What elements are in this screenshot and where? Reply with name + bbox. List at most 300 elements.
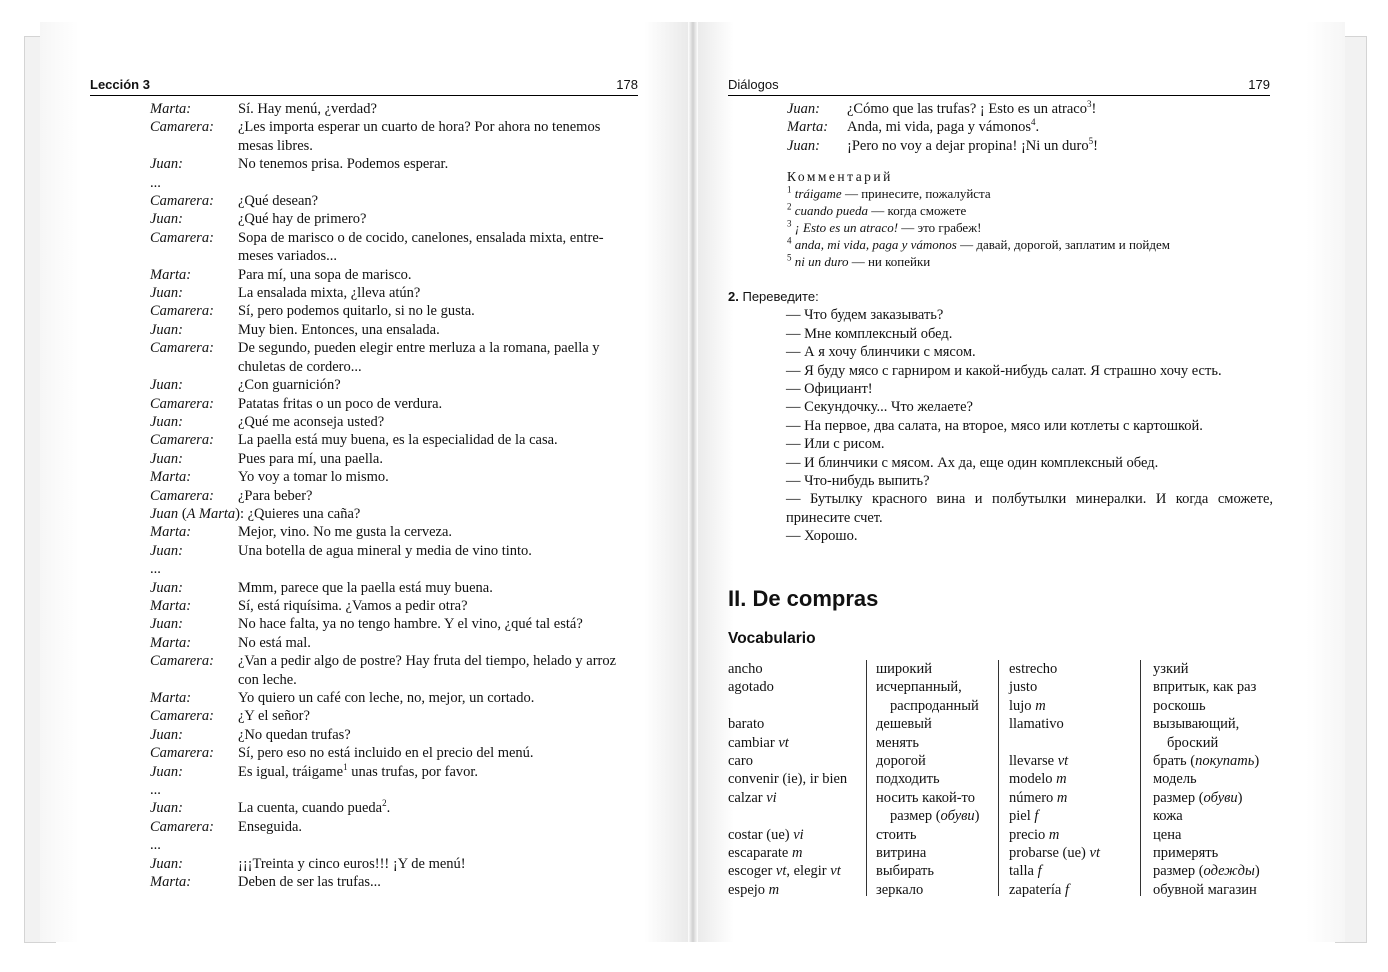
translation-close: ) bbox=[1254, 863, 1260, 880]
line-text bbox=[238, 542, 640, 560]
section-title: II. De compras bbox=[728, 586, 879, 611]
line-text-content: La cuenta, cuando pueda bbox=[238, 800, 383, 817]
vocab-entry bbox=[728, 697, 863, 715]
comment-gloss: — давай, дорогой, заплатим и пойдем bbox=[956, 237, 1170, 252]
line-text bbox=[238, 302, 640, 320]
vocab-grammar-tag: vt bbox=[778, 734, 789, 751]
line-text bbox=[238, 744, 640, 762]
dialogue-line bbox=[150, 763, 640, 781]
dialogue-line bbox=[150, 192, 640, 210]
translation-text: витрина bbox=[876, 845, 927, 862]
task-line: — И блинчики с мясом. Ах да, еще один комплексный обед. bbox=[786, 454, 1159, 471]
dialogue-line bbox=[150, 284, 640, 302]
dialogue-line bbox=[787, 100, 1277, 118]
vocab-entry bbox=[1009, 678, 1134, 696]
translation-text: примерять bbox=[1153, 845, 1219, 862]
dialogue-line bbox=[787, 118, 1277, 136]
vocab-word: escoger bbox=[728, 863, 773, 880]
comment-term: tráigame bbox=[794, 186, 842, 201]
vocab-word: zapatería bbox=[1009, 881, 1062, 898]
speaker: Marta: bbox=[150, 874, 192, 891]
dialogue-line bbox=[150, 634, 640, 652]
vocab-entry bbox=[728, 715, 863, 733]
line-text-content: Anda, mi vida, paga y vámonos bbox=[847, 119, 1032, 136]
translation-text: цена bbox=[1153, 826, 1182, 843]
line-text-content: No tenemos prisa. Podemos esperar. bbox=[238, 156, 449, 173]
vocab-word: lujo bbox=[1009, 697, 1032, 714]
line-text-content: ¡Pero no voy a dejar propina! ¡Ni un duro bbox=[847, 137, 1089, 154]
speaker: Juan: bbox=[787, 137, 821, 154]
task-line: — Что будем заказывать? bbox=[786, 307, 944, 324]
vocab-entry bbox=[728, 789, 863, 807]
speaker: Juan: bbox=[150, 800, 184, 817]
vocab-translation bbox=[1153, 697, 1278, 715]
dialogue-line bbox=[150, 523, 640, 541]
vocab-grammar-tag: f bbox=[1034, 808, 1039, 825]
vocab-grammar-tag: m bbox=[1035, 697, 1046, 714]
vocab-translation bbox=[1153, 807, 1278, 825]
footnote-ref: 3 bbox=[1086, 99, 1092, 110]
line-text-content: Sí, pero eso no está incluido en el precio del menú. bbox=[238, 745, 534, 762]
line-text bbox=[238, 431, 640, 449]
dialogue-line bbox=[150, 505, 640, 523]
line-text bbox=[238, 468, 640, 486]
vocab-entry bbox=[1009, 844, 1134, 862]
vocab-translation bbox=[876, 660, 991, 678]
dialogue-line bbox=[150, 726, 640, 744]
speaker: Juan: bbox=[150, 321, 184, 338]
line-text-content: Enseguida. bbox=[238, 818, 303, 835]
dialogue-line bbox=[150, 836, 640, 854]
line-text bbox=[847, 118, 1277, 136]
comment-term: anda, mi vida, paga y vámonos bbox=[794, 237, 957, 252]
translation-close: ) bbox=[1237, 789, 1243, 806]
dialogue-line bbox=[150, 358, 640, 376]
vocab-entry bbox=[1009, 807, 1134, 825]
speaker: Marta: bbox=[150, 101, 192, 117]
line-text bbox=[847, 100, 1277, 118]
task-line: принесите счет. bbox=[786, 509, 883, 526]
vocab-word: número bbox=[1009, 789, 1054, 806]
book-gutter bbox=[688, 22, 698, 942]
vocab-grammar-tag: m bbox=[792, 845, 803, 862]
vocab-translation bbox=[1153, 660, 1278, 678]
line-text-rest: ! bbox=[1093, 137, 1098, 154]
line-text-content: chuletas de cordero... bbox=[238, 358, 362, 375]
vocab-column-spanish-1 bbox=[728, 660, 863, 899]
speaker: ... bbox=[150, 561, 161, 578]
vocabulary-table bbox=[728, 660, 1276, 900]
line-text bbox=[238, 413, 640, 431]
vocab-translation bbox=[876, 770, 991, 788]
line-text bbox=[238, 634, 640, 652]
translation-note: одежды bbox=[1203, 863, 1255, 880]
line-text bbox=[238, 597, 640, 615]
vocab-grammar-tag: f bbox=[1037, 863, 1042, 880]
comment-term: cuando pueda bbox=[794, 203, 869, 218]
line-text-content: No hace falta, ya no tengo hambre. Y el vino, ¿qué tal está? bbox=[238, 616, 583, 633]
footnote-ref: 5 bbox=[1088, 135, 1094, 146]
comment-number: 4 bbox=[787, 235, 792, 246]
line-text-content: ¿Qué me aconseja usted? bbox=[238, 413, 385, 430]
task-line: — Секундочку... Что желаете? bbox=[786, 399, 973, 416]
vocab-word: llamativo bbox=[1009, 716, 1064, 733]
speaker: Camarera: bbox=[150, 487, 214, 504]
translation-text: менять bbox=[876, 734, 919, 751]
vocab-word: ancho bbox=[728, 661, 763, 677]
speaker: Camarera: bbox=[150, 708, 214, 725]
speaker: Camarera: bbox=[150, 119, 214, 136]
line-text-content: Sí, está riquísima. ¿Vamos a pedir otra? bbox=[238, 597, 468, 614]
speaker: Camarera: bbox=[150, 395, 214, 412]
speaker: Juan bbox=[150, 505, 179, 522]
addressee-open: ( bbox=[178, 505, 187, 522]
line-text-content: La paella está muy buena, es la especialidad de la casa. bbox=[238, 432, 558, 449]
vocab-entry bbox=[1009, 734, 1134, 752]
addressee: A Marta bbox=[186, 505, 236, 522]
line-text bbox=[238, 137, 640, 155]
speaker bbox=[150, 247, 238, 265]
vocab-entry bbox=[1009, 697, 1134, 715]
vocab-grammar-tag: vi bbox=[793, 826, 804, 843]
dialogue-line bbox=[150, 395, 640, 413]
dialogue-line bbox=[150, 376, 640, 394]
translation-text: дорогой bbox=[876, 753, 926, 770]
comment-gloss: — это грабеж! bbox=[898, 220, 982, 235]
line-text bbox=[238, 395, 640, 413]
comment-number: 2 bbox=[787, 201, 792, 212]
left-page-number: 178 bbox=[616, 77, 638, 92]
vocab-translation bbox=[876, 715, 991, 733]
vocab-word: precio bbox=[1009, 826, 1046, 843]
translation-text: размер ( bbox=[890, 808, 941, 825]
line-text bbox=[238, 781, 640, 799]
line-text bbox=[238, 174, 640, 192]
translation-text: дешевый bbox=[876, 716, 932, 733]
vocab-grammar-tag: vt bbox=[1089, 845, 1100, 862]
left-chapter-label: Lección 3 bbox=[90, 77, 150, 92]
speaker: Juan: bbox=[150, 377, 184, 394]
dialogue-line bbox=[150, 781, 640, 799]
line-text-content: con leche. bbox=[238, 671, 297, 688]
line-text-rest: . bbox=[1035, 119, 1040, 136]
vocab-entry bbox=[1009, 715, 1134, 733]
translation-text: широкий bbox=[876, 661, 932, 677]
speaker: Juan: bbox=[787, 101, 821, 117]
line-text: ¿Quieres una caña? bbox=[247, 505, 361, 522]
dialogue-line bbox=[150, 689, 640, 707]
dialogue-line bbox=[150, 431, 640, 449]
speaker: Juan: bbox=[150, 285, 184, 302]
line-text bbox=[238, 155, 640, 173]
task-line: — Бутылку красного вина и полбутылки минералки. И когда сможете, bbox=[786, 491, 1273, 508]
line-text bbox=[238, 229, 640, 247]
vocab-entry bbox=[728, 862, 863, 880]
dialogue-line bbox=[787, 137, 1277, 155]
vocab-column-spanish-2 bbox=[1009, 660, 1134, 899]
dialogue-line bbox=[150, 615, 640, 633]
left-dialogue bbox=[150, 100, 640, 891]
translation-note: обуви bbox=[1203, 789, 1238, 806]
line-text bbox=[238, 118, 640, 136]
speaker bbox=[150, 358, 238, 376]
line-text bbox=[238, 671, 640, 689]
vocab-column-russian-2 bbox=[1153, 660, 1278, 899]
vocab-grammar-tag: vi bbox=[766, 789, 777, 806]
line-text-content: ¿Con guarnición? bbox=[238, 377, 341, 394]
vocab-word: escaparate bbox=[728, 845, 789, 862]
vocab-word: estrecho bbox=[1009, 661, 1058, 677]
dialogue-line bbox=[150, 579, 640, 597]
line-text-content: Sí. Hay menú, ¿verdad? bbox=[238, 101, 377, 117]
vocab-entry bbox=[1009, 660, 1134, 678]
translation-text: модель bbox=[1153, 771, 1197, 788]
comments-list bbox=[787, 185, 1277, 270]
task-line: — Официант! bbox=[786, 381, 873, 398]
translation-text: кожа bbox=[1153, 808, 1183, 825]
line-text-content: Patatas fritas o un poco de verdura. bbox=[238, 395, 443, 412]
vocab-word: modelo bbox=[1009, 771, 1053, 788]
dialogue-line bbox=[150, 855, 640, 873]
left-running-head bbox=[90, 77, 638, 96]
vocab-divider-2 bbox=[998, 660, 999, 896]
speaker: Juan: bbox=[150, 763, 184, 780]
vocab-word: probarse (ue) bbox=[1009, 845, 1086, 862]
line-text-content: meses variados... bbox=[238, 248, 338, 265]
line-text-rest: . bbox=[386, 800, 391, 817]
translation-text: размер ( bbox=[1153, 863, 1204, 880]
comment-note bbox=[787, 185, 1277, 202]
vocab-word: caro bbox=[728, 753, 753, 770]
vocab-entry bbox=[1009, 826, 1134, 844]
vocab-word: cambiar bbox=[728, 734, 775, 751]
task-line: — На первое, два салата, на второе, мясо или котлеты с картошкой. bbox=[786, 417, 1203, 434]
line-text-content: De segundo, pueden elegir entre merluza a la romana, paella y bbox=[238, 340, 600, 357]
vocab-entry bbox=[1009, 752, 1134, 770]
vocab-entry bbox=[728, 826, 863, 844]
vocab-translation bbox=[876, 844, 991, 862]
translation-text: подходить bbox=[876, 771, 940, 788]
task-line: — Что-нибудь выпить? bbox=[786, 473, 930, 490]
line-text-content: ¿Qué hay de primero? bbox=[238, 211, 367, 228]
dialogue-line bbox=[150, 487, 640, 505]
dialogue-line bbox=[150, 229, 640, 247]
line-text bbox=[238, 652, 640, 670]
line-text-content: Mejor, vino. No me gusta la cerveza. bbox=[238, 524, 453, 541]
speaker: Marta: bbox=[150, 266, 192, 283]
line-text bbox=[238, 100, 640, 118]
translation-text: броский bbox=[1167, 734, 1219, 751]
task-line: — Или с рисом. bbox=[786, 436, 885, 453]
line-text bbox=[238, 284, 640, 302]
line-text bbox=[847, 137, 1277, 155]
vocab-translation bbox=[876, 678, 991, 696]
speaker bbox=[150, 671, 238, 689]
speaker: Marta: bbox=[150, 469, 192, 486]
comment-term: ni un duro bbox=[794, 254, 849, 269]
vocab-word: talla bbox=[1009, 863, 1034, 880]
dialogue-line bbox=[150, 818, 640, 836]
task-line: — Я буду мясо с гарниром и какой-нибудь салат. Я страшно хочу есть. bbox=[786, 362, 1222, 379]
comment-gloss: — ни копейки bbox=[848, 254, 931, 269]
vocab-translation bbox=[876, 789, 991, 807]
line-text-content: ¿Para beber? bbox=[238, 487, 313, 504]
task-line: — Мне комплексный обед. bbox=[786, 325, 953, 342]
dialogue-line bbox=[150, 542, 640, 560]
vocab-translation bbox=[1153, 881, 1278, 899]
line-text bbox=[238, 707, 640, 725]
speaker: Camarera: bbox=[150, 303, 214, 320]
line-text-content: ¿Les importa esperar un cuarto de hora? Por ahora no tenemos bbox=[238, 119, 601, 136]
speaker: Marta: bbox=[150, 524, 192, 541]
vocab-word: piel bbox=[1009, 808, 1031, 825]
speaker: Camarera: bbox=[150, 818, 214, 835]
line-text bbox=[238, 358, 640, 376]
dialogue-line bbox=[150, 671, 640, 689]
line-text-content: ¿Van a pedir algo de postre? Hay fruta del tiempo, helado y arroz bbox=[238, 653, 617, 670]
line-text bbox=[238, 560, 640, 578]
subsection-title: Vocabulario bbox=[728, 630, 816, 647]
line-text bbox=[238, 266, 640, 284]
vocab-grammar-tag: m bbox=[1056, 771, 1067, 788]
vocab-entry bbox=[728, 752, 863, 770]
comment-note bbox=[787, 253, 1277, 270]
vocab-translation bbox=[1153, 826, 1278, 844]
dialogue-line bbox=[150, 339, 640, 357]
comment-note bbox=[787, 202, 1277, 219]
dialogue-line bbox=[150, 652, 640, 670]
dialogue-line bbox=[150, 450, 640, 468]
vocab-word: llevarse bbox=[1009, 753, 1055, 770]
speaker: ... bbox=[150, 782, 161, 799]
dialogue-line bbox=[150, 321, 640, 339]
line-text-content: ¿Cómo que las trufas? ¡ Esto es un atraco bbox=[847, 101, 1087, 117]
vocab-entry bbox=[728, 660, 863, 678]
comment-gloss: — когда сможете bbox=[868, 203, 967, 218]
line-text bbox=[238, 210, 640, 228]
dialogue-line bbox=[150, 744, 640, 762]
right-dialogue bbox=[787, 100, 1277, 155]
line-text-content: Pues para mí, una paella. bbox=[238, 450, 383, 467]
translation-text: исчерпанный, bbox=[876, 679, 962, 696]
vocab-entry bbox=[728, 881, 863, 899]
speaker: ... bbox=[150, 174, 161, 191]
right-chapter-label: Diálogos bbox=[728, 77, 779, 92]
line-text-content: ¿Qué desean? bbox=[238, 193, 319, 210]
vocab-entry bbox=[1009, 862, 1134, 880]
comment-term: ¡ Esto es un atraco! bbox=[794, 220, 899, 235]
line-text bbox=[238, 321, 640, 339]
vocab-translation bbox=[1153, 734, 1278, 752]
translation-text: размер ( bbox=[1153, 789, 1204, 806]
dialogue-line bbox=[150, 266, 640, 284]
footnote-ref: 2 bbox=[382, 798, 387, 809]
dialogue-line-with-addressee bbox=[150, 505, 360, 523]
speaker: Camarera: bbox=[150, 653, 214, 670]
vocab-translation bbox=[1153, 862, 1278, 880]
line-text-content: mesas libres. bbox=[238, 137, 313, 154]
vocab-entry bbox=[728, 770, 863, 788]
translation-close: ) bbox=[1254, 753, 1260, 770]
line-text-rest: unas trufas, por favor. bbox=[347, 763, 479, 780]
speaker: Camarera: bbox=[150, 745, 214, 762]
translation-text: брать ( bbox=[1153, 753, 1196, 770]
translation-text: узкий bbox=[1153, 661, 1189, 677]
line-text bbox=[238, 339, 640, 357]
line-text bbox=[238, 799, 640, 817]
vocab-translation bbox=[1153, 770, 1278, 788]
line-text-content: ¿Y el señor? bbox=[238, 708, 310, 725]
translation-text: впритык, как раз bbox=[1153, 679, 1257, 696]
task-label: Переведите: bbox=[742, 289, 819, 304]
line-text-content: Mmm, parece que la paella está muy buena. bbox=[238, 579, 493, 596]
footnote-ref: 4 bbox=[1031, 117, 1036, 128]
line-text-content: Es igual, tráigame bbox=[238, 763, 344, 780]
comment-note bbox=[787, 219, 1277, 236]
line-text-content: Para mí, una sopa de marisco. bbox=[238, 266, 412, 283]
vocab-entry bbox=[728, 807, 863, 825]
vocab-translation bbox=[1153, 678, 1278, 696]
speaker: Marta: bbox=[150, 634, 192, 651]
vocab-column-russian-1 bbox=[876, 660, 991, 899]
dialogue-line bbox=[150, 799, 640, 817]
vocab-entry bbox=[1009, 770, 1134, 788]
speaker: ... bbox=[150, 837, 161, 854]
dialogue-line bbox=[150, 413, 640, 431]
task-number: 2. bbox=[728, 289, 739, 304]
translation-text: носить какой-то bbox=[876, 789, 975, 806]
vocab-grammar-tag: vt bbox=[775, 863, 787, 880]
line-text bbox=[238, 523, 640, 541]
speaker: Juan: bbox=[150, 726, 184, 743]
speaker: Juan: bbox=[150, 855, 184, 872]
vocab-translation bbox=[876, 807, 991, 825]
speaker: Camarera: bbox=[150, 229, 214, 246]
translation-text: выбирать bbox=[876, 863, 934, 880]
dialogue-line bbox=[150, 468, 640, 486]
dialogue-line bbox=[150, 302, 640, 320]
line-text bbox=[238, 450, 640, 468]
dialogue-line bbox=[150, 210, 640, 228]
line-text bbox=[238, 615, 640, 633]
vocab-entry bbox=[1009, 789, 1134, 807]
line-text bbox=[238, 818, 640, 836]
line-text-content: ¡¡¡Treinta y cinco euros!!! ¡Y de menú! bbox=[238, 855, 466, 872]
line-text bbox=[238, 873, 640, 891]
vocab-word-extra: , elegir bbox=[786, 863, 827, 880]
line-text-rest: ! bbox=[1091, 101, 1097, 117]
vocab-word: calzar bbox=[728, 789, 763, 806]
translation-task bbox=[728, 288, 1273, 546]
line-text bbox=[238, 192, 640, 210]
dialogue-line bbox=[150, 873, 640, 891]
vocab-divider-3 bbox=[1140, 660, 1141, 896]
vocab-word: espejo bbox=[728, 881, 766, 898]
speaker: Camarera: bbox=[150, 432, 214, 449]
vocab-translation bbox=[876, 734, 991, 752]
dialogue-line bbox=[150, 560, 640, 578]
vocab-word: justo bbox=[1009, 679, 1038, 696]
speaker: Juan: bbox=[150, 542, 184, 559]
translation-text: вызывающий, bbox=[1153, 716, 1240, 733]
comment-note bbox=[787, 236, 1277, 253]
right-running-head bbox=[728, 77, 1270, 96]
vocab-entry bbox=[728, 844, 863, 862]
speaker: Marta: bbox=[150, 597, 192, 614]
comments-heading: Комментарий bbox=[787, 169, 893, 184]
speaker: Marta: bbox=[150, 690, 192, 706]
speaker: Camarera: bbox=[150, 340, 214, 357]
